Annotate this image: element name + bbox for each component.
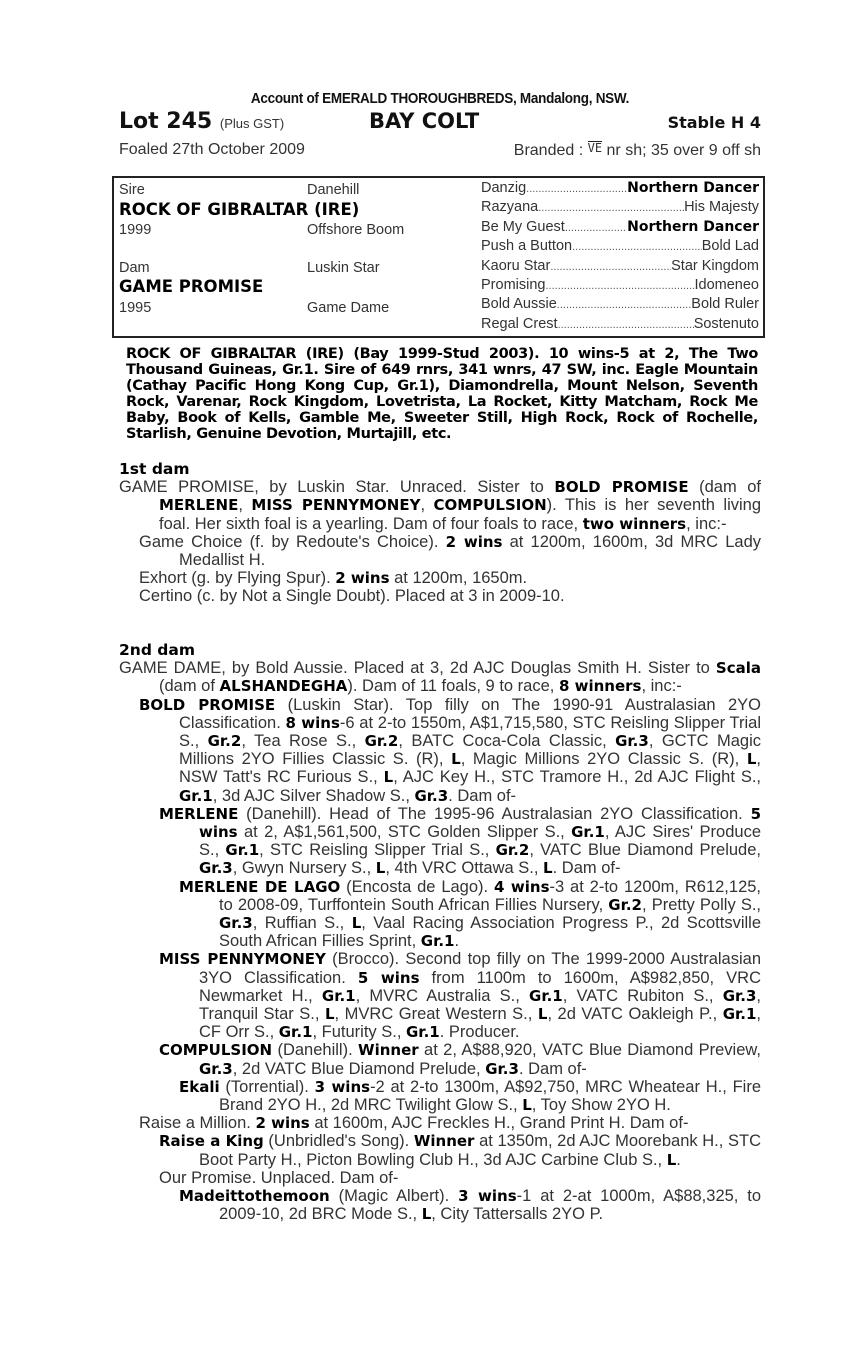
- catalogue-page: [119, 90, 762, 1224]
- foaled-row: [119, 137, 761, 163]
- branded-label: Branded :: [513, 142, 584, 159]
- dam-year: 1995: [119, 300, 152, 316]
- pedigree-entry: Game Choice (f. by Redoute's Choice). 2 wins at 1200m, 1600m, 3d MRC Lady Medallist H.: [139, 532, 762, 570]
- pedigree-entry: BOLD PROMISE (Luskin Star). Top filly on The 1990-91 Australasian 2YO Classification. 8 wins-6 at 2-to 1550m, A$1,715,580, STC Reisling Slipper Trial S., Gr.2, Tea Rose S., Gr.2, BATC Coca-Cola Classic, Gr.3, GCTC Magic Millions 2YO Fillies Classic S. (R), L, Magic Millions 2YO Classic S. (R), L, NSW Tatt's RC Furious S., L, AJC Key H., STC Tramore H., 2d AJC Flight S., Gr.1, 3d AJC Silver Shadow S., Gr.3. Dam of-: [139, 695, 762, 805]
- grandparent-row: [481, 316, 759, 335]
- gp-name: Be My Guest: [481, 218, 565, 235]
- sire-name: ROCK OF GIBRALTAR (IRE): [119, 200, 360, 219]
- pedigree-entry: Madeittothemoon (Magic Albert). 3 wins-1 at 2-at 1000m, A$88,325, to 2009-10, 2d BRC Mode S., L, City Tattersalls 2YO P.: [179, 1187, 762, 1224]
- sire-sire: Danehill: [307, 182, 360, 198]
- leader-dots: [557, 296, 692, 312]
- vendor-account: Account of EMERALD THOROUGHBREDS, Mandalong, NSW.: [250, 90, 630, 107]
- pedigree-entry: MERLENE DE LAGO (Encosta de Lago). 4 wins-3 at 2-to 1200m, R612,125, to 2008-09, Turffontein South African Fillies Nursery, Gr.2, Pretty Polly S., Gr.3, Ruffian S., L, Vaal Racing Association Progress P., 2d Scottsville South African Fillies Sprint, Gr.1.: [179, 877, 762, 951]
- pedigree-entry: Raise a King (Unbridled's Song). Winner at 1350m, 2d AJC Moorebank H., STC Boot Party H., Picton Bowling Club H., 3d AJC Carbine Club S., L.: [159, 1132, 761, 1169]
- pedigree-entry: GAME DAME, by Bold Aussie. Placed at 3, 2d AJC Douglas Smith H. Sister to Scala (dam of ALSHANDEGHA). Dam of 11 foals, 9 to race, 8 winners, inc:-: [119, 659, 761, 696]
- pedigree-entry: COMPULSION (Danehill). Winner at 2, A$88,920, VATC Blue Diamond Preview, Gr.3, 2d VATC Blue Diamond Prelude, Gr.3. Dam of-: [159, 1041, 761, 1078]
- sire-dam: Offshore Boom: [307, 222, 405, 238]
- pedigree-entry: Certino (c. by Not a Single Doubt). Placed at 3 in 2009-10.: [139, 587, 565, 606]
- grandparent-row: [481, 277, 759, 296]
- sire-year: 1999: [119, 222, 152, 238]
- gp-sire: Bold Ruler: [691, 296, 759, 313]
- first-dam-section: [119, 460, 761, 606]
- leader-dots: [526, 180, 627, 196]
- pedigree-grandparents: [481, 180, 759, 335]
- pedigree-entry: MISS PENNYMONEY (Brocco). Second top filly on The 1999-2000 Australasian 3YO Classification. 5 wins from 1100m to 1600m, A$982,850, VRC Newmarket H., Gr.1, MVRC Australia S., Gr.1, VATC Rubiton S., Gr.3, Tranquil Star S., L, MVRC Great Western S., L, 2d VATC Oakleigh P., Gr.1, CF Orr S., Gr.1, Futurity S., Gr.1. Producer.: [159, 950, 761, 1042]
- pedigree-entry: Raise a Million. 2 wins at 1600m, AJC Freckles H., Grand Print H. Dam of-: [139, 1114, 689, 1133]
- branded-text: nr sh; 35 over 9 off sh: [606, 142, 761, 159]
- second-dam-section: [119, 641, 761, 1224]
- gp-name: Danzig: [481, 180, 527, 196]
- first-dam-paragraphs: [119, 478, 761, 605]
- dam-dam: Game Dame: [307, 300, 390, 316]
- branded-info: [514, 141, 761, 160]
- gp-name: Kaoru Star: [481, 257, 551, 274]
- grandparent-row: [481, 296, 759, 315]
- leader-dots: [565, 219, 627, 235]
- dam-sire: Luskin Star: [307, 260, 380, 276]
- gp-sire: Northern Dancer: [627, 218, 759, 235]
- leader-dots: [538, 199, 684, 215]
- dam-name: GAME PROMISE: [119, 277, 264, 296]
- gp-name: Regal Crest: [481, 315, 558, 332]
- gp-sire: Sostenuto: [693, 315, 759, 332]
- second-dam-heading: 2nd dam: [119, 641, 196, 659]
- first-dam-heading: 1st dam: [119, 460, 190, 478]
- lot-label: Lot 245: [119, 109, 213, 134]
- dam-label: Dam: [119, 260, 150, 276]
- pedigree-entry: GAME PROMISE, by Luskin Star. Unraced. Sister to BOLD PROMISE (dam of MERLENE, MISS PENNYMONEY, COMPULSION). This is her seventh living foal. Her sixth foal is a yearling. Dam of four foals to race, two winners, inc:-: [119, 478, 762, 533]
- sire-summary: ROCK OF GIBRALTAR (IRE) (Bay 1999-Stud 2003). 10 wins-5 at 2, The Two Thousand Guineas, Gr.1. Sire of 649 rnrs, 341 wnrs, 47 SW, inc. Eagle Mountain (Cathay Pacific Hong Kong Cup, Gr.1), Diamondrella, Mount Nelson, Seventh Rock, Varenar, Rock Kingdom, Lovetrista, La Rocket, Kitty Matcham, Rock Me Baby, Book of Kells, Gamble Me, Sweeter Still, High Rock, Rock of Rochelle, Starlish, Genuine Devotion, Murtajill, etc.: [126, 346, 758, 442]
- gp-sire: Northern Dancer: [627, 180, 759, 196]
- pedigree-entry: Ekali (Torrential). 3 wins-2 at 2-to 1300m, A$92,750, MRC Wheatear H., Fire Brand 2YO H., 2d MRC Twilight Glow S., L, Toy Show 2YO H.: [179, 1077, 762, 1115]
- grandparent-row: [481, 219, 759, 238]
- pedigree-entry: MERLENE (Danehill). Head of The 1995-96 Australasian 2YO Classification. 5 wins at 2, A$1,561,500, STC Golden Slipper S., Gr.1, AJC Sires' Produce S., Gr.1, STC Reisling Slipper Trial S., Gr.2, VATC Blue Diamond Prelude, Gr.3, Gwyn Nursery S., L, 4th VRC Ottawa S., L. Dam of-: [159, 804, 762, 878]
- lot-note: (Plus GST): [219, 116, 285, 131]
- grandparent-row: [481, 180, 759, 199]
- brand-mark-icon: VE: [587, 141, 603, 155]
- gp-sire: Bold Lad: [701, 238, 759, 255]
- gp-name: Bold Aussie: [481, 296, 557, 313]
- gp-name: Promising: [481, 276, 546, 293]
- pedigree-entry: Our Promise. Unplaced. Dam of-: [159, 1168, 399, 1187]
- grandparent-row: [481, 238, 759, 257]
- horse-description: BAY COLT: [369, 109, 480, 133]
- gp-sire: Idomeneo: [694, 276, 759, 293]
- leader-dots: [558, 316, 694, 332]
- leader-dots: [550, 258, 671, 274]
- pedigree-table: [112, 176, 765, 338]
- gp-sire: His Majesty: [684, 199, 759, 216]
- stable-location: Stable H 4: [667, 113, 761, 132]
- gp-sire: Star Kingdom: [671, 257, 759, 274]
- second-dam-paragraphs: [119, 659, 761, 1223]
- grandparent-row: [481, 199, 759, 218]
- sire-label: Sire: [119, 182, 145, 198]
- gp-name: Razyana: [481, 199, 539, 216]
- leader-dots: [572, 238, 702, 254]
- grandparent-row: [481, 258, 759, 277]
- lot-title-row: [119, 109, 761, 137]
- lot-number: [119, 109, 284, 134]
- gp-name: Push a Button: [481, 238, 573, 255]
- pedigree-entry: Exhort (g. by Flying Spur). 2 wins at 1200m, 1650m.: [139, 569, 528, 588]
- foaled-date: Foaled 27th October 2009: [119, 141, 305, 158]
- leader-dots: [545, 277, 694, 293]
